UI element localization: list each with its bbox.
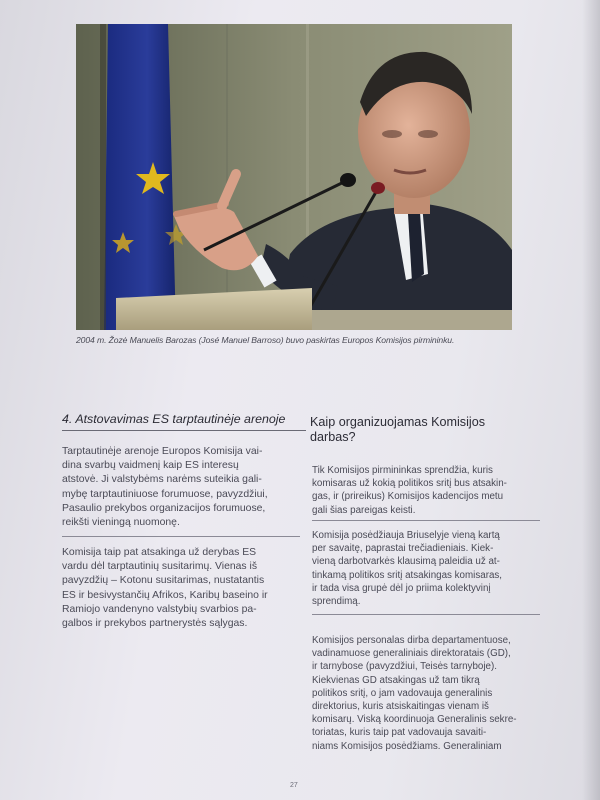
- text-line: ir tarnybose (pavyzdžiui, Teisės tarnyboje).: [312, 661, 497, 673]
- text-line: niams Komisijos posėdžiams. Generaliniam: [312, 740, 502, 752]
- text-line: Kiekvienas GD atsakingas už tam tikrą: [312, 674, 480, 686]
- text-line: pavyzdžių – Kotonu susitarimas, nustatantis: [62, 575, 265, 587]
- paragraph-divider: [312, 614, 540, 615]
- section-heading-right: [310, 415, 540, 445]
- text-line: Pasaulio prekybos organizacijos forumuose,: [62, 502, 266, 514]
- heading-line: Kaip organizuojamas Komisijos: [310, 415, 485, 429]
- photo-illustration: [76, 24, 512, 330]
- text-line: Komisijos personalas dirba departamentuose,: [312, 635, 511, 646]
- left-paragraph-2: [62, 546, 300, 631]
- left-paragraph-1: [62, 445, 300, 530]
- heading-line: darbas?: [310, 430, 356, 444]
- text-line: Komisija posėdžiauja Briuselyje vieną kartą: [312, 530, 500, 541]
- text-line: direktorius, kuris atsiskaitingas vienam iš: [312, 701, 489, 713]
- text-line: galbos ir prekybos partnerystės sąlygas.: [62, 618, 248, 630]
- text-line: mybę tarptautiniuose forumuose, pavyzdžiui,: [62, 488, 268, 500]
- text-line: tinkamą politikos sritį atsakingas komisaras,: [312, 569, 503, 581]
- photo-barroso: [76, 24, 512, 330]
- text-line: vardu dėl tarptautinių susitarimų. Vienas iš: [62, 561, 258, 573]
- paragraph-divider: [312, 520, 540, 521]
- text-line: Tik Komisijos pirmininkas sprendžia, kuris: [312, 465, 493, 476]
- right-paragraph-3: [312, 634, 540, 753]
- page-number: 27: [290, 782, 298, 789]
- text-line: atstovė. Ji valstybėms narėms suteikia gali-: [62, 474, 262, 486]
- right-paragraph-1: [312, 464, 540, 517]
- text-line: vieną darbotvarkės klausimą paleidia už at-: [312, 556, 500, 568]
- page-shadow-edge: [582, 0, 600, 800]
- text-line: vadinamuose generaliniais direktoratais (GD),: [312, 648, 511, 660]
- text-line: toriatas, kuris taip pat vadovauja savaiti-: [312, 727, 487, 739]
- text-line: ES ir besivystančių Afrikos, Karibų baseino ir: [62, 589, 268, 601]
- text-line: per savaitę, paprastai trečiadieniais. Kiek-: [312, 543, 494, 555]
- text-line: ir tada visa grupė dėl jo priima kolektyvinį: [312, 582, 491, 594]
- text-line: dina svarbų vaidmenį kaip ES interesų: [62, 460, 239, 472]
- section-heading-left: 4. Atstovavimas ES tarptautinėje arenoje: [62, 412, 286, 426]
- photo-caption: 2004 m. Žozė Manuelis Barozas (José Manuel Barroso) buvo paskirtas Europos Komisijos pirmininku.: [76, 335, 455, 345]
- text-line: gali šias pareigas keisti.: [312, 504, 416, 516]
- text-line: Ramiojo vandenyno valstybių svarbios pa-: [62, 603, 257, 615]
- text-line: Komisija taip pat atsakinga už derybas ES: [62, 547, 257, 558]
- text-line: komisarų. Viską koordinuoja Generalinis sekre-: [312, 714, 517, 726]
- text-line: komisaras už kokią politikos sritį bus atsakin-: [312, 478, 507, 490]
- heading-underline: [62, 430, 306, 431]
- text-line: reikšti vieningą nuomonę.: [62, 517, 180, 529]
- paragraph-divider: [62, 536, 300, 537]
- text-line: politikos sritį, o jam vadovauja generalinis: [312, 687, 493, 699]
- text-line: sprendimą.: [312, 596, 361, 608]
- text-line: Tarptautinėje arenoje Europos Komisija vai-: [62, 446, 263, 457]
- text-line: gas, ir (prireikus) Komisijos kadencijos metu: [312, 491, 504, 503]
- right-paragraph-2: [312, 529, 540, 608]
